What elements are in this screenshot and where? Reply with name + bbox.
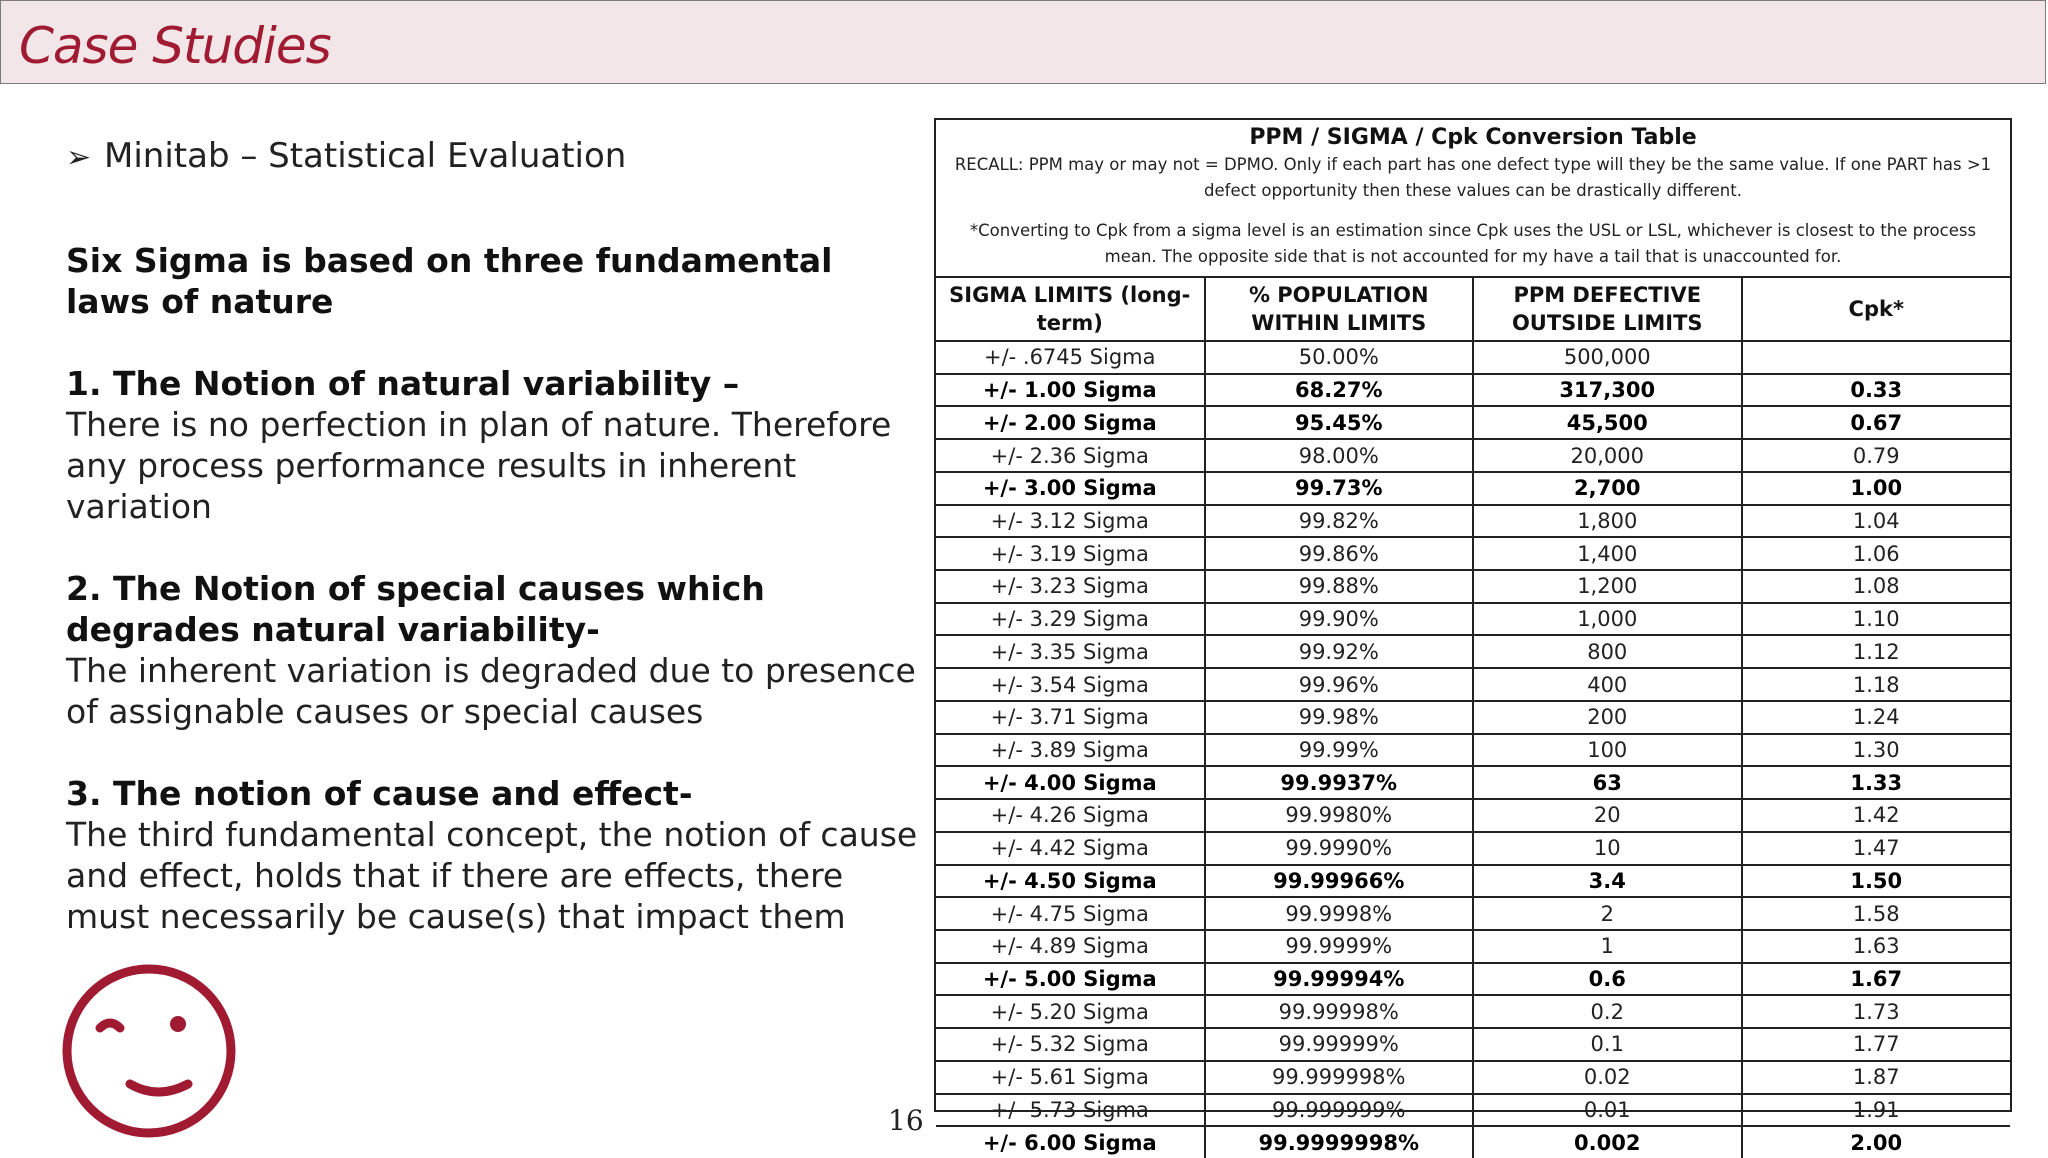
cell-sigma: +/- 5.00 Sigma: [936, 963, 1205, 996]
cell-sigma: +/- 4.50 Sigma: [936, 865, 1205, 898]
table-row: [936, 537, 2010, 570]
intro-statement: Six Sigma is based on three fundamental laws of nature: [66, 241, 833, 321]
law-2: [66, 568, 926, 732]
table-row: [936, 832, 2010, 865]
cell-ppm: 1,000: [1473, 603, 1742, 636]
cell-cpk: 1.50: [1742, 865, 2011, 898]
cell-pop: 99.99994%: [1205, 963, 1474, 996]
table-title: PPM / SIGMA / Cpk Conversion Table: [1249, 125, 1697, 150]
cell-cpk: 1.18: [1742, 668, 2011, 701]
cell-pop: 99.999998%: [1205, 1061, 1474, 1094]
content-column: [66, 132, 926, 937]
cell-ppm: 400: [1473, 668, 1742, 701]
table-row: [936, 472, 2010, 505]
cell-sigma: +/- 2.36 Sigma: [936, 439, 1205, 472]
conversion-grid: [936, 278, 2010, 1158]
table-row: [936, 406, 2010, 439]
table-row: [936, 439, 2010, 472]
cell-pop: 98.00%: [1205, 439, 1474, 472]
table-row: [936, 341, 2010, 374]
cell-sigma: +/- 4.00 Sigma: [936, 766, 1205, 799]
cell-pop: 99.99%: [1205, 734, 1474, 767]
cell-sigma: +/- 5.61 Sigma: [936, 1061, 1205, 1094]
table-row: [936, 1061, 2010, 1094]
bullet-item: [66, 132, 926, 180]
cell-cpk: 1.42: [1742, 799, 2011, 832]
cell-ppm: 45,500: [1473, 406, 1742, 439]
cell-cpk: 1.06: [1742, 537, 2011, 570]
cell-cpk: 1.04: [1742, 505, 2011, 538]
cell-sigma: +/- 2.00 Sigma: [936, 406, 1205, 439]
table-row: [936, 668, 2010, 701]
cell-pop: 99.9998%: [1205, 897, 1474, 930]
cell-pop: 99.99966%: [1205, 865, 1474, 898]
cell-sigma: +/- 3.23 Sigma: [936, 570, 1205, 603]
cell-pop: 95.45%: [1205, 406, 1474, 439]
page-number: 16: [888, 1104, 924, 1137]
page-title: Case Studies: [19, 17, 331, 75]
column-header-population: % POPULATION WITHIN LIMITS: [1205, 278, 1474, 341]
cell-ppm: 10: [1473, 832, 1742, 865]
bullet-text: Minitab – Statistical Evaluation: [104, 136, 627, 176]
table-row: [936, 505, 2010, 538]
cell-ppm: 1,200: [1473, 570, 1742, 603]
cell-ppm: 63: [1473, 766, 1742, 799]
column-header-sigma: SIGMA LIMITS (long-term): [936, 278, 1205, 341]
table-row: [936, 897, 2010, 930]
cpk-note: *Converting to Cpk from a sigma level is an estimation since Cpk uses the USL or LSL, whichever is closest to the process mean. The opposite side that is not accounted for my have a tail that is unaccounted for.: [969, 221, 1977, 266]
law-text: The inherent variation is degraded due to presence of assignable causes or special causes: [66, 651, 916, 731]
cell-ppm: 1,400: [1473, 537, 1742, 570]
cell-cpk: 1.91: [1742, 1094, 2011, 1127]
cell-sigma: +/- 4.75 Sigma: [936, 897, 1205, 930]
cell-sigma: +/- 3.19 Sigma: [936, 537, 1205, 570]
conversion-table: [934, 118, 2012, 1155]
cell-ppm: 1,800: [1473, 505, 1742, 538]
cell-ppm: 2: [1473, 897, 1742, 930]
cell-ppm: 20,000: [1473, 439, 1742, 472]
cell-sigma: +/- 3.54 Sigma: [936, 668, 1205, 701]
cell-pop: 99.92%: [1205, 635, 1474, 668]
cell-ppm: 100: [1473, 734, 1742, 767]
table-row: [936, 865, 2010, 898]
cell-cpk: 1.47: [1742, 832, 2011, 865]
cell-sigma: +/- 3.29 Sigma: [936, 603, 1205, 636]
cell-ppm: 0.02: [1473, 1061, 1742, 1094]
table-row: [936, 995, 2010, 1028]
cell-pop: 99.90%: [1205, 603, 1474, 636]
cell-sigma: +/- 3.71 Sigma: [936, 701, 1205, 734]
cell-cpk: 1.87: [1742, 1061, 2011, 1094]
cell-pop: 99.9999998%: [1205, 1126, 1474, 1158]
table-row: [936, 930, 2010, 963]
table-body: [936, 341, 2010, 1158]
cell-sigma: +/- 6.00 Sigma: [936, 1126, 1205, 1158]
table-row: [936, 766, 2010, 799]
cell-cpk: 1.10: [1742, 603, 2011, 636]
cell-pop: 99.82%: [1205, 505, 1474, 538]
law-heading: 3. The notion of cause and effect-: [66, 774, 693, 813]
cell-cpk: 1.30: [1742, 734, 2011, 767]
cell-pop: 99.9999%: [1205, 930, 1474, 963]
law-1: [66, 363, 926, 527]
arrow-bullet-icon: ➢: [66, 140, 92, 175]
cell-ppm: 0.2: [1473, 995, 1742, 1028]
cell-ppm: 0.002: [1473, 1126, 1742, 1158]
table-row: [936, 963, 2010, 996]
cell-ppm: 1: [1473, 930, 1742, 963]
cell-sigma: +/- 1.00 Sigma: [936, 374, 1205, 407]
table-row: [936, 374, 2010, 407]
table-row: [936, 603, 2010, 636]
cell-cpk: 1.77: [1742, 1028, 2011, 1061]
table-header-block: [936, 120, 2010, 278]
cell-sigma: +/- 5.73 Sigma: [936, 1094, 1205, 1127]
law-heading: 2. The Notion of special causes which degrades natural variability-: [66, 569, 765, 649]
cell-sigma: +/- 3.00 Sigma: [936, 472, 1205, 505]
column-header-cpk: Cpk*: [1742, 278, 2011, 341]
cell-pop: 99.99999%: [1205, 1028, 1474, 1061]
cell-ppm: 2,700: [1473, 472, 1742, 505]
cell-sigma: +/- 3.12 Sigma: [936, 505, 1205, 538]
cell-cpk: 1.12: [1742, 635, 2011, 668]
cell-cpk: 1.58: [1742, 897, 2011, 930]
cell-ppm: 3.4: [1473, 865, 1742, 898]
cell-cpk: 1.33: [1742, 766, 2011, 799]
cell-ppm: 0.1: [1473, 1028, 1742, 1061]
cell-cpk: 2.00: [1850, 1130, 1903, 1155]
cell-sigma: +/- 4.42 Sigma: [936, 832, 1205, 865]
cell-pop: 50.00%: [1205, 341, 1474, 374]
cell-pop: 99.98%: [1205, 701, 1474, 734]
column-header-ppm: PPM DEFECTIVE OUTSIDE LIMITS: [1473, 278, 1742, 341]
table-row: [936, 570, 2010, 603]
cell-ppm: 317,300: [1473, 374, 1742, 407]
cell-pop: 99.86%: [1205, 537, 1474, 570]
cell-pop: 68.27%: [1205, 374, 1474, 407]
header-bar: [0, 0, 2046, 84]
cell-sigma: +/- 5.32 Sigma: [936, 1028, 1205, 1061]
cell-ppm: 800: [1473, 635, 1742, 668]
cell-ppm: 0.01: [1473, 1094, 1742, 1127]
cell-cpk: [1742, 341, 2011, 374]
cell-cpk: 0.67: [1742, 406, 2011, 439]
recall-note: RECALL: PPM may or may not = DPMO. Only if each part has one defect type will they be the same value. If one PART has >1 defect opportunity then these values can be drastically different.: [954, 155, 1992, 200]
cell-cpk: 1.67: [1742, 963, 2011, 996]
cell-cpk: 1.63: [1742, 930, 2011, 963]
cell-pop: 99.9980%: [1205, 799, 1474, 832]
cell-sigma: +/- 4.89 Sigma: [936, 930, 1205, 963]
table-row: [936, 1126, 2010, 1158]
cell-sigma: +/- 4.26 Sigma: [936, 799, 1205, 832]
cell-pop: 99.73%: [1205, 472, 1474, 505]
cell-cpk: 1.00: [1742, 472, 2011, 505]
cell-pop: 99.88%: [1205, 570, 1474, 603]
table-row: [936, 799, 2010, 832]
law-3: [66, 773, 926, 937]
table-row: [936, 734, 2010, 767]
cell-ppm: 20: [1473, 799, 1742, 832]
cell-pop: 99.999999%: [1205, 1094, 1474, 1127]
cell-pop: 99.99998%: [1205, 995, 1474, 1028]
cell-ppm: 200: [1473, 701, 1742, 734]
cell-cpk: 0.33: [1742, 374, 2011, 407]
cell-pop: 99.9937%: [1205, 766, 1474, 799]
table-row: [936, 701, 2010, 734]
cell-cpk: 1.08: [1742, 570, 2011, 603]
winking-face-icon: [60, 962, 238, 1140]
cell-sigma: +/- 3.35 Sigma: [936, 635, 1205, 668]
cell-sigma: +/- 3.89 Sigma: [936, 734, 1205, 767]
cell-cpk: 1.24: [1742, 701, 2011, 734]
cell-pop: 99.96%: [1205, 668, 1474, 701]
law-text: The third fundamental concept, the notion of cause and effect, holds that if there are effects, there must necessarily be cause(s) that impact them: [66, 815, 918, 936]
cell-ppm: 0.6: [1473, 963, 1742, 996]
law-text: There is no perfection in plan of nature. Therefore any process performance results in inherent variation: [66, 405, 892, 526]
column-header-row: [936, 278, 2010, 341]
cell-ppm: 500,000: [1473, 341, 1742, 374]
cell-sigma: +/- 5.20 Sigma: [936, 995, 1205, 1028]
cell-sigma: +/- .6745 Sigma: [936, 341, 1205, 374]
cell-pop: 99.9990%: [1205, 832, 1474, 865]
table-row: [936, 1094, 2010, 1127]
table-row: [936, 1028, 2010, 1061]
cell-cpk: 0.79: [1742, 439, 2011, 472]
table-row: [936, 635, 2010, 668]
law-heading: 1. The Notion of natural variability –: [66, 364, 740, 403]
cell-cpk: 1.73: [1742, 995, 2011, 1028]
